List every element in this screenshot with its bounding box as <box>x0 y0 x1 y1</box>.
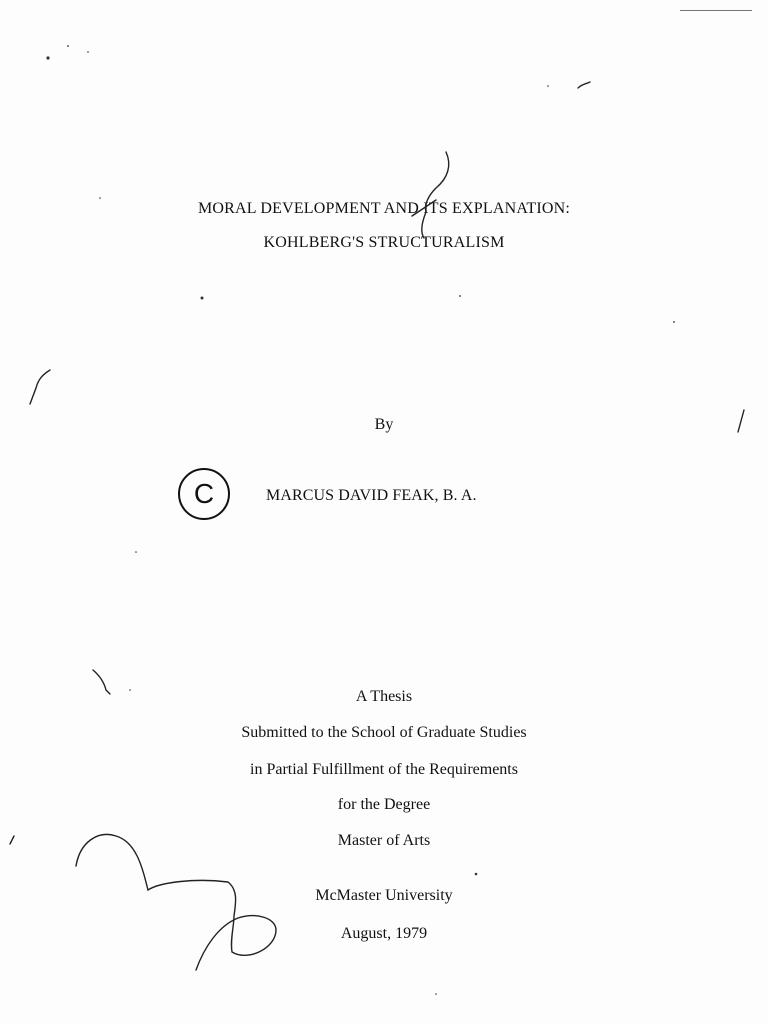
degree-line: for the Degree <box>337 796 431 813</box>
fulfillment-line: in Partial Fulfillment of the Requirements <box>250 761 518 778</box>
speck-10 <box>435 993 437 995</box>
degree-name: Master of Arts <box>337 832 431 849</box>
copyright-icon: C <box>178 468 230 520</box>
top-rule-mark <box>680 10 752 11</box>
submission-date: August, 1979 <box>340 925 428 942</box>
scribble-title-hook <box>422 152 449 238</box>
by-label: By <box>374 416 394 433</box>
speck-7 <box>547 85 549 87</box>
speck-1 <box>46 56 49 59</box>
author-name: MARCUS DAVID FEAK, B. A. <box>266 487 477 504</box>
thesis-label: A Thesis <box>355 688 413 705</box>
speck-8 <box>475 873 478 876</box>
speck-3 <box>87 51 89 53</box>
scribble-top-right <box>578 82 590 88</box>
speck-12 <box>135 551 137 553</box>
submitted-line: Submitted to the School of Graduate Studies <box>241 724 527 741</box>
university-name: McMaster University <box>315 887 453 904</box>
speck-2 <box>67 45 69 47</box>
title-line-1: MORAL DEVELOPMENT AND ITS EXPLANATION: <box>197 200 571 217</box>
scribble-left-margin <box>30 370 50 404</box>
author-row <box>0 468 768 524</box>
speck-6 <box>673 321 675 323</box>
speck-5 <box>459 295 461 297</box>
title-line-2: KOHLBERG'S STRUCTURALISM <box>263 234 505 251</box>
speck-4 <box>201 297 204 300</box>
